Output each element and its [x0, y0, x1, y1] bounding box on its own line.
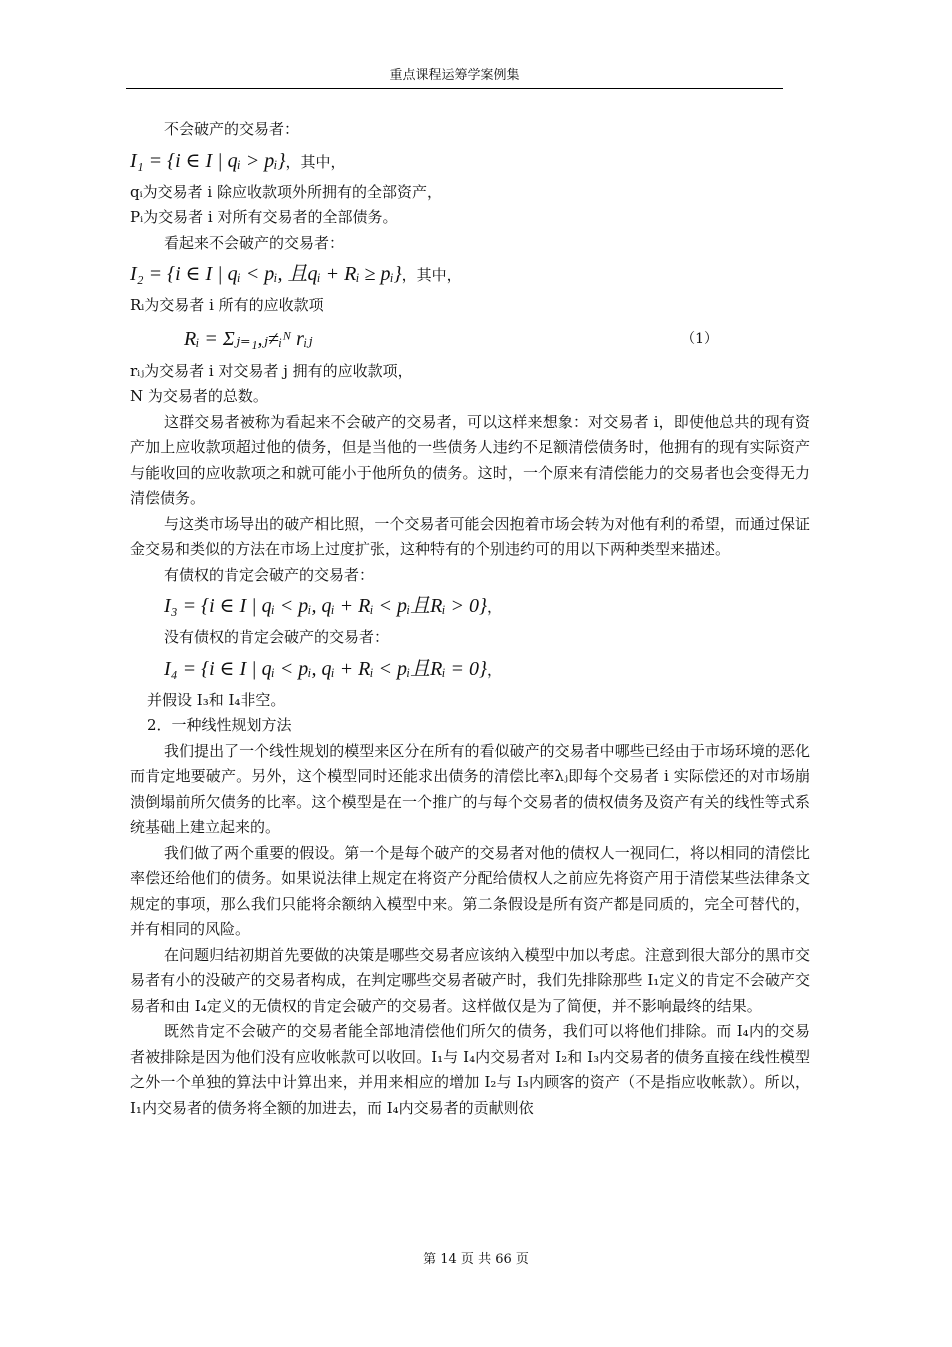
- equation-i4-tail: ，: [487, 660, 503, 679]
- paragraph: 既然肯定不会破产的交易者能全部地清偿他们所欠的债务，我们可以将他们排除。而 I₄内的交易者被排除是因为他们没有应收帐款可以收回。I₁与 I₄内交易者对 I₂和 I₃内交易者的债务直接在线性模型之外一个单独的算法中计算出来，并用来相应的增加 I₂与 I₃内顾客的资产（不是指应收帐款）。所以，I₁内交易者的债务将全额的加进去，而 I₄内交易者的贡献则依: [130, 1022, 810, 1117]
- paragraph: 这群交易者被称为看起来不会破产的交易者，可以这样来想象：对交易者 i，即使他总共的现有资产加上应收款项超过他的债务，但是当他的一些债务人违约不足额清偿债务时，他拥有的现有实际资产与能收回的应收款项之和就可能小于他所负的债务。这时，一个原来有清偿能力的交易者也会变得无力清偿债务。: [130, 412, 810, 507]
- equation-i2-tail: ，其中，: [401, 266, 462, 284]
- paragraph: Pᵢ为交易者 i 对所有交易者的全部债务。: [130, 208, 398, 226]
- paragraph: 并假设 I₃和 I₄非空。: [147, 690, 286, 709]
- equation-i3-tail: ，: [487, 598, 503, 616]
- page-number: 第 14 页 共 66 页: [423, 1252, 529, 1267]
- equation-i1: [130, 143, 810, 180]
- equation-i2-expr: I₂ = {i ∈ I | qᵢ < pᵢ, 且qᵢ + Rᵢ ≥ pᵢ}: [130, 263, 402, 285]
- paragraph: 看起来不会破产的交易者：: [164, 233, 345, 252]
- equation-1-expr: Rᵢ = Σⱼ₌₁,ⱼ≠ᵢᴺ rᵢⱼ: [184, 327, 313, 350]
- header-rule: [126, 88, 783, 89]
- running-header: 重点课程运筹学案例集: [389, 68, 520, 83]
- paragraph: 我们做了两个重要的假设。第一个是每个破产的交易者对他的债权人一视同仁，将以相同的清偿比率偿还给他们的债务。如果说法律上规定在将资产分配给债权人之前应先将资产用于清偿某些法律条文规定的事项，那么我们只能将余额纳入模型中来。第二条假设是所有资产都是同质的，完全可替代的，并有相同的风险。: [130, 843, 810, 938]
- equation-1: [130, 319, 810, 359]
- paragraph: 我们提出了一个线性规划的模型来区分在所有的看似破产的交易者中哪些已经由于市场环境的恶化而肯定地要破产。另外，这个模型同时还能求出债务的清偿比率λⱼ即每个交易者 i 实际偿还的对市场崩溃倒塌前所欠债务的比率。这个模型是在一个推广的与每个交易者的债权债务及资产有关的线性等式系统基础上建立起来的。: [130, 741, 810, 836]
- paragraph: 不会破产的交易者：: [164, 120, 300, 138]
- equation-i3-expr: I₃ = {i ∈ I | qᵢ < pᵢ, qᵢ + Rᵢ < pᵢ且Rᵢ > 0}: [164, 595, 488, 617]
- paragraph: qᵢ为交易者 i 除应收款项外所拥有的全部资产，: [130, 182, 442, 201]
- equation-i4-expr: I₄ = {i ∈ I | qᵢ < pᵢ, qᵢ + Rᵢ < pᵢ且Rᵢ = 0}: [164, 657, 488, 680]
- equation-i2: [130, 256, 810, 293]
- paragraph: 在问题归结初期首先要做的决策是哪些交易者应该纳入模型中加以考虑。注意到很大部分的黑市交易者有小的没破产的交易者构成，在判定哪些交易者破产时，我们先排除那些 I₁定义的肯定不会破产交易者和由 I₄定义的无债权的肯定会破产的交易者。这样做仅是为了简便，并不影响最终的结果。: [130, 945, 810, 1015]
- paragraph: Rᵢ为交易者 i 所有的应收款项: [130, 296, 324, 314]
- equation-i1-tail: ，其中，: [285, 152, 346, 171]
- equation-i1-expr: I₁ = {i ∈ I | qᵢ > pᵢ}: [130, 149, 286, 172]
- equation-i3: [130, 588, 810, 625]
- section-heading: 2．一种线性规划方法: [147, 716, 292, 734]
- equation-i4: [130, 651, 810, 688]
- paragraph: 有债权的肯定会破产的交易者：: [164, 565, 375, 584]
- paragraph: 没有债权的肯定会破产的交易者：: [164, 628, 390, 646]
- paragraph: N 为交易者的总数。: [130, 387, 268, 405]
- page-body: [130, 117, 810, 1121]
- equation-number: （1）: [681, 330, 718, 347]
- paragraph: 与这类市场导出的破产相比照，一个交易者可能会因抱着市场会转为对他有利的希望，而通过保证金交易和类似的方法在市场上过度扩张，这种特有的个别违约可的用以下两种类型来描述。: [130, 514, 810, 558]
- paragraph: rᵢⱼ为交易者 i 对交易者 j 拥有的应收款项，: [130, 361, 413, 380]
